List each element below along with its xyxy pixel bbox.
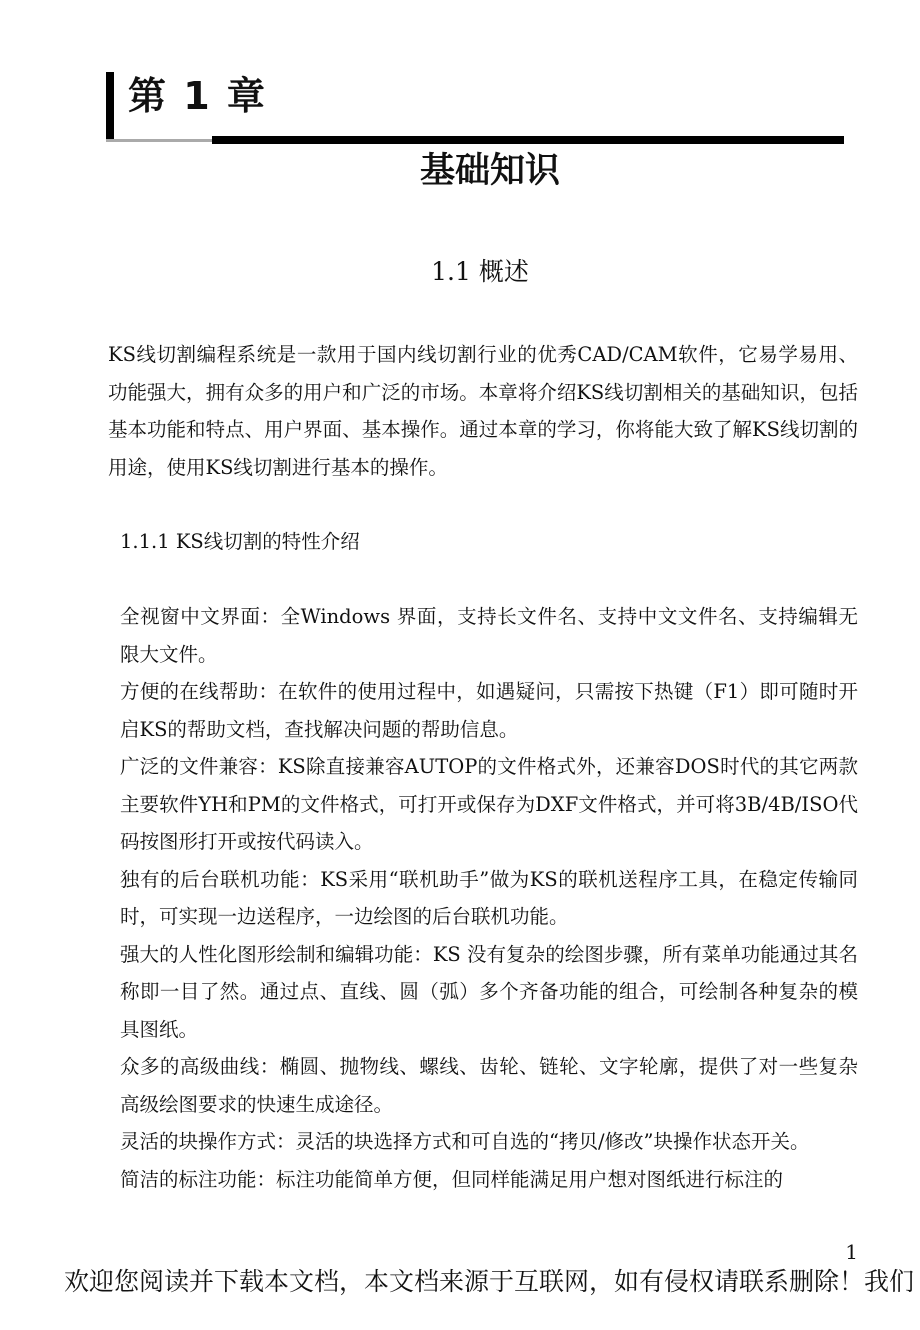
feature-item: 独有的后台联机功能：KS采用“联机助手”做为KS的联机送程序工具，在稳定传输同时，可实现一边送程序，一边绘图的后台联机功能。 [120,867,858,928]
chapter-rule-black [212,136,844,144]
feature-item: 众多的高级曲线：椭圆、抛物线、螺线、齿轮、链轮、文字轮廓，提供了对一些复杂高级绘图要求的快速生成途径。 [120,1055,858,1116]
footer-disclaimer-banner: 欢迎您阅读并下载本文档，本文档来源于互联网，如有侵权请联系删除！我们 [64,1267,915,1296]
chapter-rule-gray [106,139,214,142]
feature-item: 方便的在线帮助：在软件的使用过程中，如遇疑问，只需按下热键（F1）即可随时开启KS的帮助文档，查找解决问题的帮助信息。 [120,680,858,741]
page-title: 基础知识 [419,151,560,191]
feature-item: 强大的人性化图形绘制和编辑功能：KS 没有复杂的绘图步骤，所有菜单功能通过其名称即一目了然。通过点、直线、圆（弧）多个齐备功能的组合，可绘制各种复杂的模具图纸。 [120,942,858,1041]
page-number: 1 [845,1240,858,1264]
feature-item: 简洁的标注功能：标注功能简单方便，但同样能满足用户想对图纸进行标注的 [120,1167,784,1191]
intro-paragraph: KS线切割编程系统是一款用于国内线切割行业的优秀CAD/CAM软件，它易学易用、功能强大，拥有众多的用户和广泛的市场。本章将介绍KS线切割相关的基础知识，包括基本功能和特点、用户界面、基本操作。通过本章的学习，你将能大致了解KS线切割的用途，使用KS线切割进行基本的操作。 [108,343,858,479]
section-heading: 1.1 概述 [431,257,529,286]
feature-item: 全视窗中文界面：全Windows 界面，支持长文件名、支持中文文件名、支持编辑无限大文件。 [120,605,858,666]
chapter-label: 第 1 章 [128,74,267,118]
chapter-marker-bar [106,72,114,142]
subsection-heading: 1.1.1 KS线切割的特性介绍 [120,530,360,553]
feature-list [120,598,858,1198]
feature-item: 灵活的块操作方式：灵活的块选择方式和可自选的“拷贝/修改”块操作状态开关。 [120,1130,810,1153]
feature-item: 广泛的文件兼容：KS除直接兼容AUTOP的文件格式外，还兼容DOS时代的其它两款主要软件YH和PM的文件格式，可打开或保存为DXF文件格式，并可将3B/4B/ISO代码按图形打开或按代码读入。 [120,755,858,853]
